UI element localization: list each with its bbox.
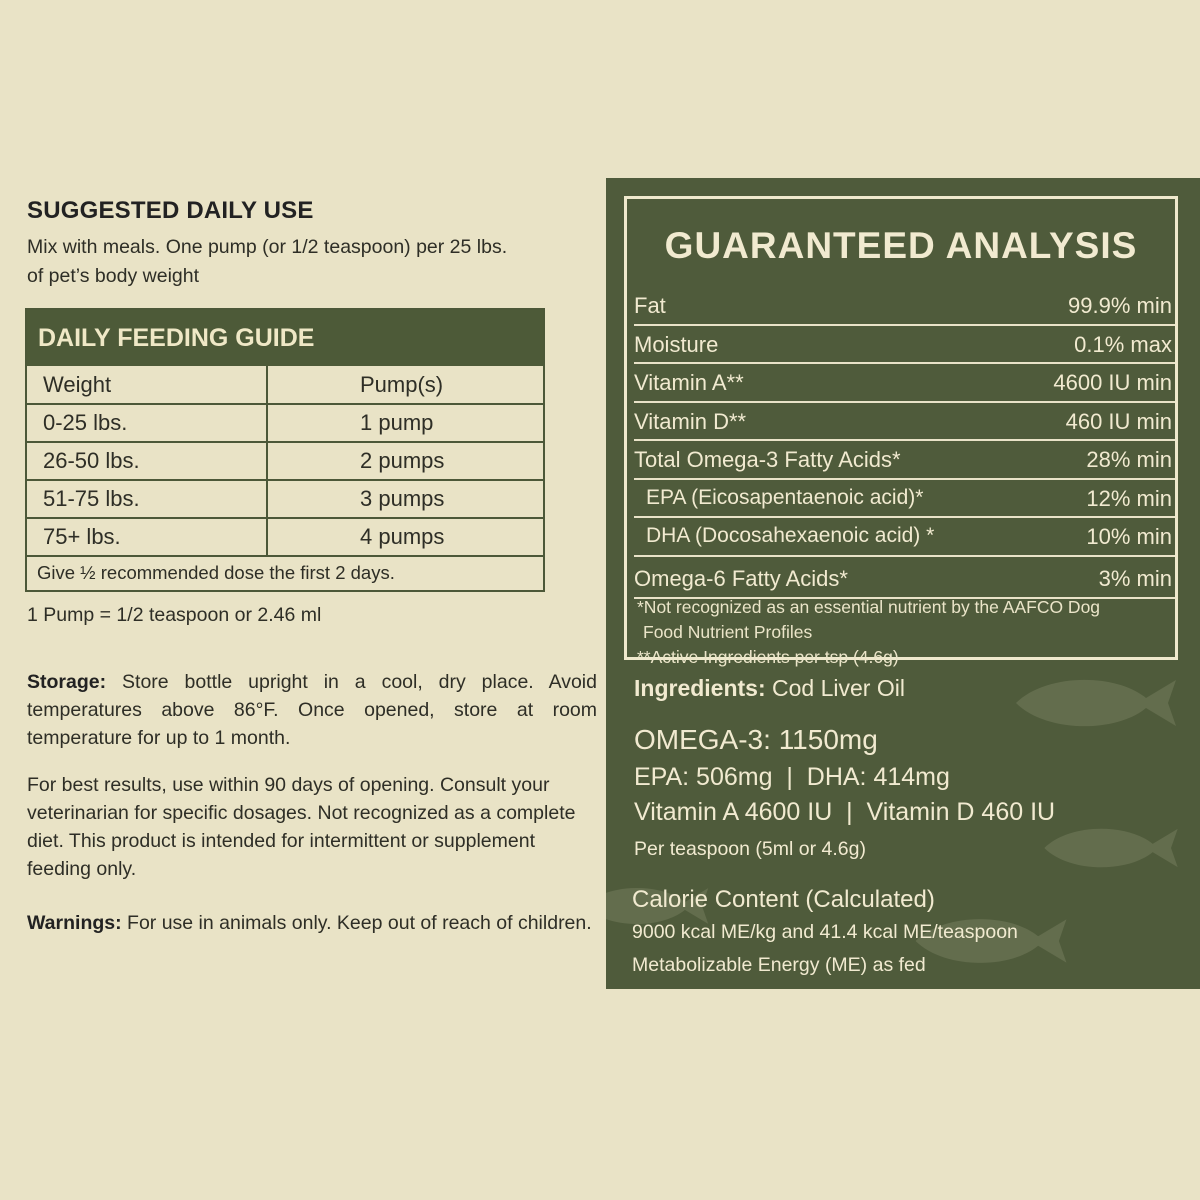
analysis-row bbox=[634, 326, 1175, 365]
table-header-row bbox=[27, 366, 543, 404]
pumps-cell: 1 pump bbox=[267, 404, 543, 442]
analysis-label: DHA (Docosahexaenoic acid) * bbox=[646, 524, 935, 547]
weight-cell: 75+ lbs. bbox=[27, 518, 267, 556]
footnote-1-cont: Food Nutrient Profiles bbox=[643, 622, 813, 642]
warnings-label: Warnings: bbox=[27, 912, 122, 934]
analysis-row bbox=[634, 403, 1175, 442]
weight-cell: 0-25 lbs. bbox=[27, 404, 267, 442]
suggested-use-text bbox=[27, 233, 587, 291]
analysis-value: 12% min bbox=[1086, 485, 1172, 511]
omega3-line: OMEGA-3: 1150mg bbox=[634, 724, 878, 755]
pumps-cell: 3 pumps bbox=[267, 480, 543, 518]
ingredients-label: Ingredients: bbox=[634, 675, 766, 701]
analysis-row bbox=[634, 480, 1175, 519]
table-row bbox=[27, 518, 543, 556]
pump-equivalent: 1 Pump = 1/2 teaspoon or 2.46 ml bbox=[27, 604, 322, 626]
analysis-row bbox=[634, 557, 1175, 599]
analysis-value: 28% min bbox=[1086, 447, 1172, 472]
analysis-value: 3% min bbox=[1098, 565, 1172, 591]
analysis-value: 460 IU min bbox=[1065, 408, 1172, 434]
analysis-row bbox=[634, 364, 1175, 403]
calorie-line-1: 9000 kcal ME/kg and 41.4 kcal ME/teaspoon bbox=[632, 921, 1018, 943]
vitamin-line: Vitamin A 4600 IU | Vitamin D 460 IU bbox=[634, 798, 1056, 826]
analysis-label: Vitamin D** bbox=[634, 408, 747, 434]
storage-label: Storage: bbox=[27, 671, 107, 693]
table-row bbox=[27, 404, 543, 442]
weight-cell: 26-50 lbs. bbox=[27, 442, 267, 480]
analysis-panel bbox=[606, 178, 1200, 989]
storage-text: Store bottle upright in a cool, dry place. Avoid temperatures above 86°F. Once opened, store at room temperature for up to 1 month. bbox=[27, 671, 597, 749]
analysis-value: 99.9% min bbox=[1068, 293, 1172, 318]
analysis-label: Fat bbox=[634, 293, 666, 318]
analysis-label: Total Omega-3 Fatty Acids* bbox=[634, 447, 901, 472]
ingredients-value: Cod Liver Oil bbox=[765, 675, 905, 701]
analysis-label: Omega-6 Fatty Acids* bbox=[634, 565, 848, 591]
fish-icon bbox=[1036, 818, 1186, 878]
calorie-title: Calorie Content (Calculated) bbox=[632, 886, 935, 913]
guaranteed-analysis-title: GUARANTEED ANALYSIS bbox=[664, 225, 1138, 266]
fish-icon bbox=[1006, 668, 1186, 738]
analysis-label: EPA (Eicosapentaenoic acid)* bbox=[646, 485, 924, 509]
column-header-weight: Weight bbox=[27, 366, 267, 404]
table-row bbox=[27, 480, 543, 518]
analysis-row bbox=[634, 287, 1175, 326]
analysis-value: 0.1% max bbox=[1074, 331, 1172, 357]
results-paragraph: For best results, use within 90 days of opening. Consult your veterinarian for specific dosages. Not recognized as a complete diet. This product is intended for intermittent or supplement feeding only. bbox=[27, 774, 576, 880]
table-row bbox=[27, 442, 543, 480]
epa-dha-line: EPA: 506mg | DHA: 414mg bbox=[634, 763, 950, 791]
feeding-guide-title: DAILY FEEDING GUIDE bbox=[27, 310, 543, 366]
daily-feeding-guide bbox=[25, 308, 545, 592]
analysis-row bbox=[634, 441, 1175, 480]
column-header-pumps: Pump(s) bbox=[267, 366, 543, 404]
pumps-cell: 4 pumps bbox=[267, 518, 543, 556]
suggested-use-line-1: Mix with meals. One pump (or 1/2 teaspoon) per 25 lbs. bbox=[27, 236, 508, 258]
warnings-paragraph bbox=[27, 909, 597, 937]
guaranteed-analysis-box bbox=[624, 196, 1178, 667]
ingredients-line bbox=[634, 675, 905, 702]
feeding-guide-table bbox=[27, 366, 543, 557]
analysis-row bbox=[634, 518, 1175, 557]
analysis-label: Vitamin A** bbox=[634, 370, 744, 395]
suggested-use-line-2: of pet’s body weight bbox=[27, 265, 200, 287]
analysis-label: Moisture bbox=[634, 331, 719, 357]
feeding-guide-note: Give ½ recommended dose the first 2 days. bbox=[37, 562, 395, 583]
analysis-footnotes bbox=[637, 595, 1100, 670]
weight-cell: 51-75 lbs. bbox=[27, 480, 267, 518]
pumps-cell: 2 pumps bbox=[267, 442, 543, 480]
storage-paragraph bbox=[27, 668, 597, 752]
suggested-use-title: SUGGESTED DAILY USE bbox=[27, 197, 314, 224]
analysis-value: 4600 IU min bbox=[1053, 370, 1172, 395]
per-serving-line: Per teaspoon (5ml or 4.6g) bbox=[634, 838, 866, 860]
footnote-1: *Not recognized as an essential nutrient by the AAFCO Dog bbox=[637, 597, 1101, 617]
calorie-line-2: Metabolizable Energy (ME) as fed bbox=[632, 954, 926, 976]
footnote-2: **Active Ingredients per tsp (4.6g) bbox=[637, 647, 899, 667]
analysis-rows bbox=[634, 287, 1175, 599]
analysis-value: 10% min bbox=[1086, 524, 1172, 549]
warnings-text: For use in animals only. Keep out of reach of children. bbox=[121, 912, 592, 934]
